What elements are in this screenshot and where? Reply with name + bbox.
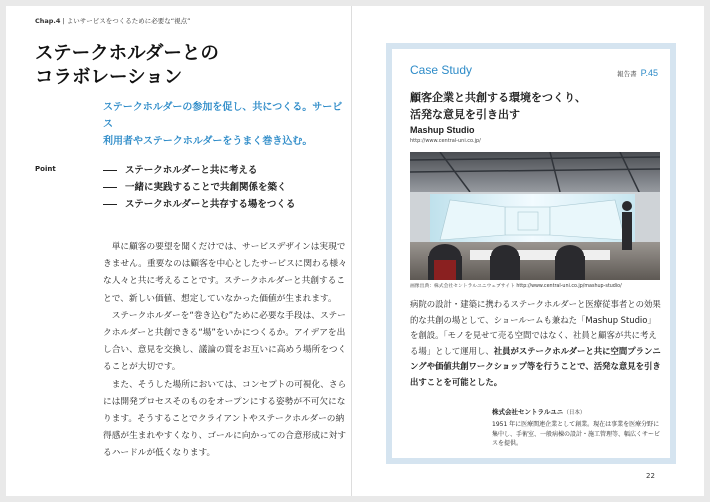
report-reference (617, 68, 658, 78)
studio-photo (410, 152, 660, 280)
chapter-header: Chap.4 | よいサービスをつくるために必要な“視点” (35, 17, 191, 25)
profile-company: 株式会社セントラルユニ (492, 408, 564, 416)
report-page: P.45 (640, 68, 658, 78)
page-title-line2: コラボレーション (35, 67, 183, 88)
dash-icon (103, 170, 117, 171)
case-study-label: Case Study (410, 63, 473, 77)
body-paragraph: ステークホルダーを“巻き込む”ために必要な手段は、ステークホルダーと共創できる“場”をいかにつくるか。アイデアを出し合い、意見を交換し、議論の質をお互いに高めう場所をつくることが大切です。 (103, 310, 347, 373)
report-label: 報告書 (617, 70, 637, 78)
lead-text (103, 99, 348, 150)
case-body-normal: 病院の設計・建築に携わるステークホルダーと医療従事者との効果的な共創の場として、ショールームも兼ねた「Mashup Studio」を創設。「モノを見せて売る空間ではなく、社員と顧客が共に考える場」として運用し、 (410, 299, 661, 356)
point-item (103, 162, 295, 179)
page-gutter (351, 6, 352, 496)
case-body-bold: 社員がステークホルダーと共に空間プランニングや価値共創ワークショップ等を行うことで、活発な意見を引き出すことを可能とした。 (410, 345, 661, 387)
chapter-title: よいサービスをつくるために必要な“視点” (66, 17, 191, 25)
dash-icon (103, 187, 117, 188)
point-text: ステークホルダーと共存する場をつくる (125, 199, 296, 210)
case-url: http://www.central-uni.co.jp/ (410, 138, 481, 144)
case-title (410, 89, 660, 123)
lead-line1: ステークホルダーの参加を促し、共につくる。サービス (103, 102, 343, 130)
dash-icon (103, 204, 117, 205)
point-text: 一緒に実践することで共創関係を築く (125, 182, 287, 193)
case-company: Mashup Studio (410, 125, 475, 135)
point-item (103, 196, 295, 213)
profile-text: 1951 年に医療関連企業として創業。現在は事業を医療分野に集中し、手術室、一般病棟の設計・施工管理等、幅広くサービスを提供。 (492, 421, 661, 447)
point-label: Point (35, 165, 56, 173)
case-study-box (386, 43, 676, 464)
page-title (35, 42, 219, 90)
chapter-number: Chap.4 (35, 17, 61, 25)
body-paragraph: また、そうした場所においては、コンセプトの可視化、さらには開発プロセスそのものをオープンにする姿勢が不可欠になります。そうすることでクライアントやステークホルダーの納得感が生まれやすくなり、ゴールに向かっての合意形成に対するハードルが低くなります。 (103, 379, 347, 459)
profile-country: （日本） (563, 410, 586, 416)
page-number: 22 (646, 472, 655, 480)
body-text (103, 239, 351, 463)
body-paragraph: 単に顧客の要望を聞くだけでは、サービスデザインは実現できません。重要なのは顧客を中心としたサービスに関わる様々な人々と共に考えることです。ステークホルダーと共創することで、新しい価値、想定していなかった価値が生まれます。 (103, 242, 347, 304)
point-item (103, 179, 295, 196)
page-title-line1: ステークホルダーとの (35, 43, 219, 64)
point-list (103, 162, 295, 213)
lead-line2: 利用者やステークホルダーをうまく巻き込む。 (103, 136, 313, 147)
case-title-line2: 活発な意見を引き出す (410, 108, 520, 121)
case-title-line1: 顧客企業と共創する環境をつくり、 (410, 91, 586, 104)
profile-name (492, 407, 585, 416)
case-body (410, 297, 664, 391)
point-text: ステークホルダーと共に考える (125, 165, 258, 176)
photo-credit: 画像出典：株式会社セントラルユニウェブサイト http://www.central-uni.co.jp/mashup-studio/ (410, 284, 622, 289)
